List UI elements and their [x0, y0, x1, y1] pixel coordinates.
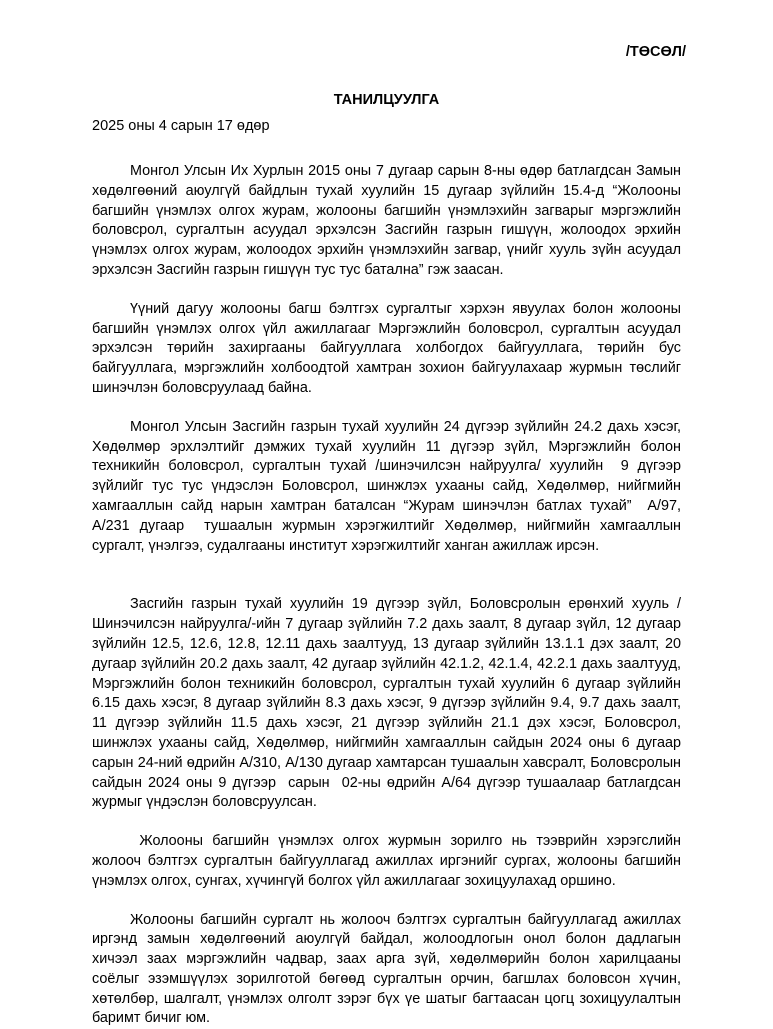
- paragraph-draft-prepared: Үүний дагуу жолооны багш бэлтгэх сургалтыг хэрхэн явуулах болон жолооны багшийн үнэмлэх олгох үйл ажиллагааг Мэргэжлийн боловсрол, сургалтын асуудал эрхэлсэн төрийн захиргааны байгууллага холбогдох байгууллага, төрийн бус байгууллага, мэргэжлийн холбоодтой хамтран зохион байгуулахаар журмын төслийг шинэчлэн боловсруулаад байна.: [92, 300, 681, 399]
- paragraph-purpose: Жолооны багшийн үнэмлэх олгох журмын зорилго нь тээврийн хэрэгслийн жолооч бэлтгэх сургалтын байгууллагад ажиллах иргэнийг сургах, жолооны багшийн үнэмлэх олгох, сунгах, хүчингүй болгох үйл ажиллагааг зохицуулахад оршино.: [92, 832, 681, 891]
- paragraph-legal-basis: Монгол Улсын Их Хурлын 2015 оны 7 дугаар сарын 8-ны өдөр батлагдсан Замын хөдөлгөөний аюулгүй байдлын тухай хуулийн 15 дугаар зүйлийн 15.4-д “Жолооны багшийн үнэмлэх олгох журам, жолооны багшийн үнэмлэхийн загварыг мэргэжлийн боловсрол, сургалтын асуудал эрхэлсэн Засгийн газрын гишүүн, жолоодох эрхийн үнэмлэх олгох журам, жолоодох эрхийн үнэмлэхийн загвар, үнийг хууль зүйн асуудал эрхэлсэн Засгийн газрын гишүүн тус тус батална” гэж заасан.: [92, 162, 681, 281]
- paragraph-education-law: Засгийн газрын тухай хуулийн 19 дүгээр зүйл, Боловсролын ерөнхий хууль /Шинэчилсэн найруулга/-ийн 7 дугаар зүйлийн 7.2 дахь заалт, 8 дугаар зүйл, 12 дугаар зүйлийн 12.5, 12.6, 12.8, 12.11 дахь заалтууд, 13 дугаар зүйлийн 13.1.1 дэх заалт, 20 дугаар зүйлийн 20.2 дахь заалт, 42 дугаар зүйлийн 42.1.2, 42.1.4, 42.2.1 дахь заалтууд, Мэргэжлийн болон техникийн боловсрол, сургалтын тухай хуулийн 6 дугаар зүйлийн 6.15 дахь хэсэг, 8 дугаар зүйлийн 8.3 дахь хэсэг, 9 дүгээр зүйлийн 9.4, 9.7 дахь заалт, 11 дүгээр зүйлийн 11.5 дахь хэсэг, 21 дүгээр зүйлийн 21.1 дэх хэсэг, Боловсрол, шинжлэх ухааны сайд, Хөдөлмөр, нийгмийн хамгааллын сайдын 2024 оны 6 дугаар сарын 24-ний өдрийн А/310, А/130 дугаар хамтарсан тушаалын хавсралт, Боловсролын сайдын 2024 оны 9 дүгээр сарын 02-ны өдрийн А/64 дүгээр тушаалаар батлагдсан журмыг үндэслэн боловсруулсан.: [92, 595, 681, 813]
- draft-mark: /ТӨСӨЛ/: [626, 44, 686, 60]
- paragraph-government-law: Монгол Улсын Засгийн газрын тухай хуулийн 24 дүгээр зүйлийн 24.2 дахь хэсэг, Хөдөлмөр эрхлэлтийг дэмжих тухай хуулийн 11 дүгээр зүйл, Мэргэжлийн болон техникийн боловсрол, сургалтын тухай /шинэчилсэн найруулга/ хуулийн 9 дүгээр зүйлийг тус тус үндэслэн Боловсрол, шинжлэх ухааны сайд, Хөдөлмөр, нийгмийн хамгааллын сайд нарын хамтран баталсан “Журам шинэчлэн батлах тухай” А/97, А/231 дугаар тушаалын журмын хэрэгжилтийг Хөдөлмөр, нийгмийн хамгааллын сургалт, үнэлгээ, судалгааны институт хэрэгжилтийг ханган ажиллаж ирсэн.: [92, 418, 681, 557]
- document-date: 2025 оны 4 сарын 17 өдөр: [92, 118, 270, 134]
- document-title: ТАНИЛЦУУЛГА: [0, 92, 773, 108]
- paragraph-training-description: Жолооны багшийн сургалт нь жолооч бэлтгэх сургалтын байгууллагад ажиллах иргэнд замын хөдөлгөөний аюулгүй байдал, жолоодлогын онол болон дадлагын хичээл заах мэргэжлийн чадвар, заах арга зүй, хөдөлмөрийн болон харилцааны соёлыг эзэмшүүлэх зорилготой бөгөөд сургалтын орчин, багшлах боловсон хүчин, хөтөлбөр, шалгалт, үнэмлэх олголт зэрэг бүх үе шатыг багтаасан цогц зохицуулалтын баримт бичиг юм.: [92, 911, 681, 1029]
- document-body: [92, 162, 681, 1029]
